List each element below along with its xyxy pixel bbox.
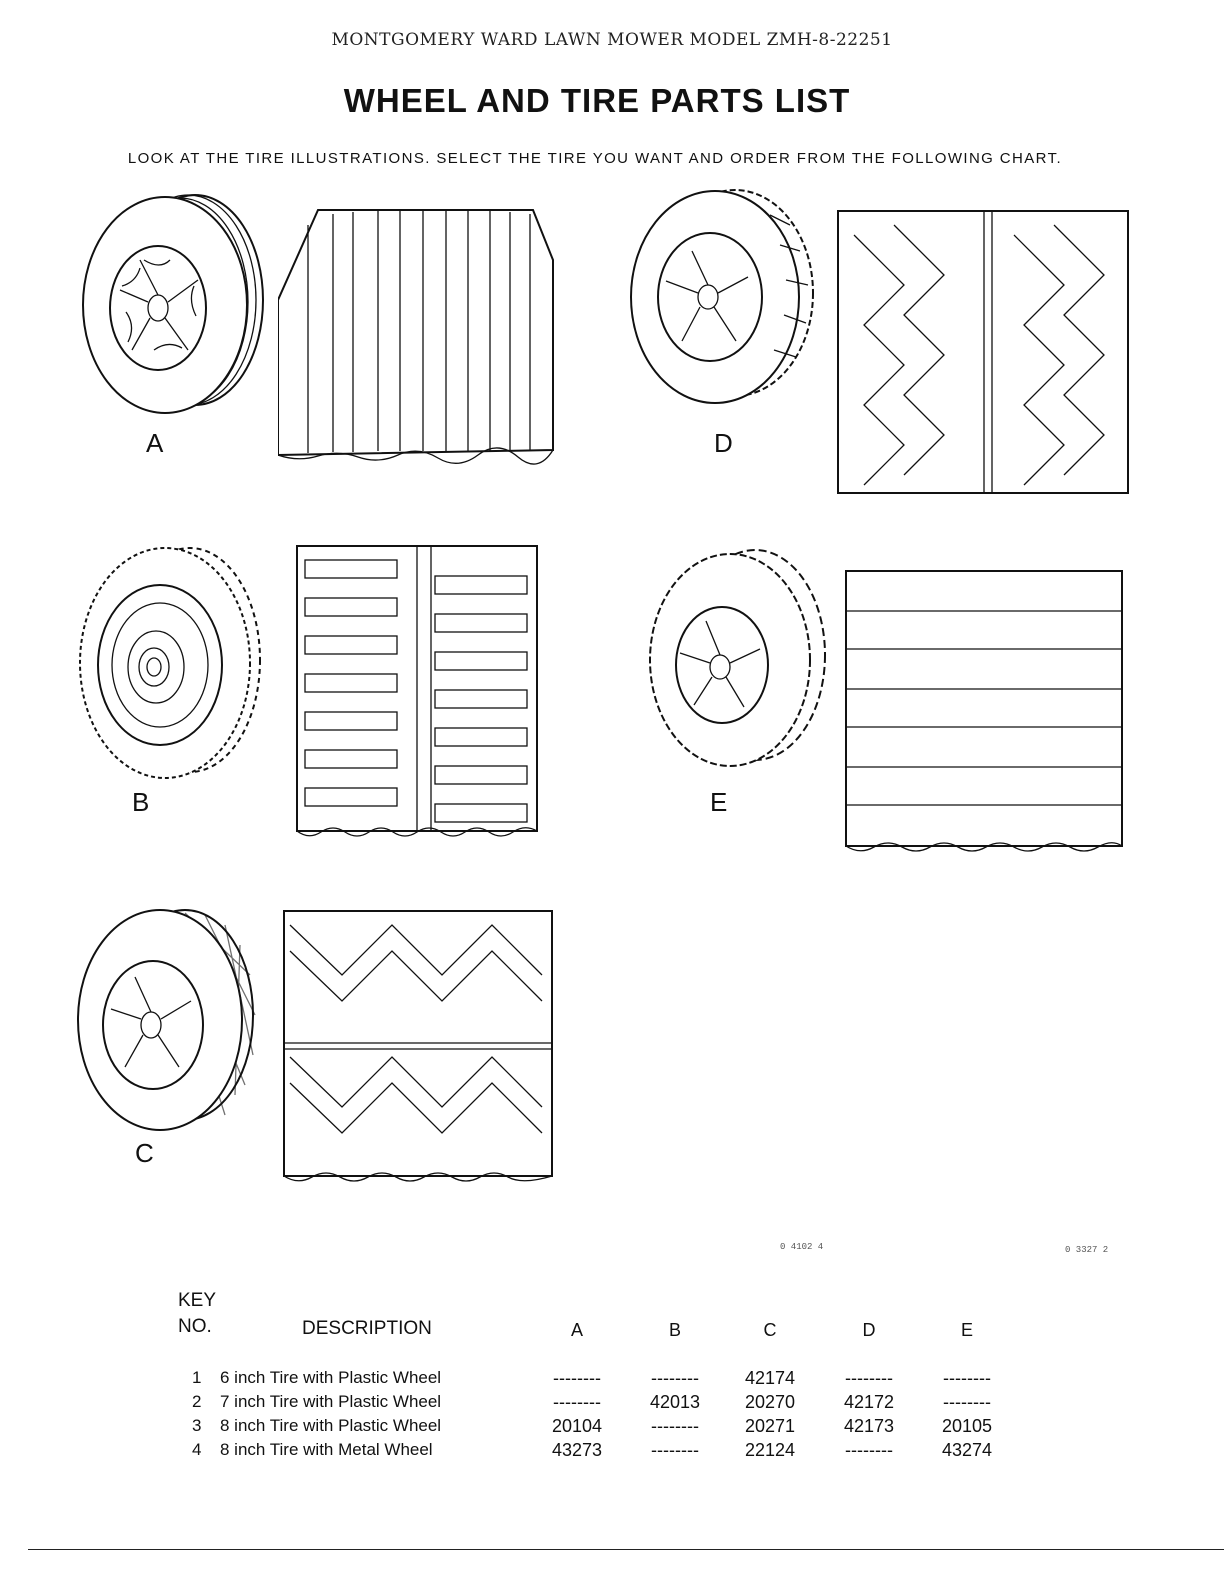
instructions: LOOK AT THE TIRE ILLUSTRATIONS. SELECT THE TIRE YOU WANT AND ORDER FROM THE FOLLOWING CHART.	[127, 150, 1063, 167]
page-title: WHEEL AND TIRE PARTS LIST	[343, 82, 851, 119]
col-header-key-line2: NO.	[178, 1316, 212, 1337]
tire-a-wheel-illustration	[70, 190, 280, 430]
tire-b-label: B	[132, 787, 150, 817]
part-c: 22124	[744, 1440, 796, 1460]
tire-e-tread-pattern	[842, 565, 1127, 860]
key-no: 4	[192, 1440, 202, 1459]
part-d: --------	[845, 1440, 893, 1460]
col-header-e: E	[960, 1320, 973, 1340]
col-header-key-line1: KEY	[178, 1290, 217, 1311]
part-a: 20104	[551, 1416, 603, 1436]
table-row	[170, 1416, 1050, 1440]
description: 8 inch Tire with Metal Wheel	[220, 1440, 433, 1459]
col-header-b: B	[668, 1320, 681, 1340]
part-a: 43273	[551, 1440, 603, 1460]
part-d: 42172	[843, 1392, 895, 1412]
part-c: 20271	[744, 1416, 796, 1436]
key-no: 1	[192, 1368, 202, 1387]
description: 6 inch Tire with Plastic Wheel	[220, 1368, 442, 1387]
tire-a-tread-pattern	[278, 200, 568, 475]
part-d: 42173	[843, 1416, 895, 1436]
col-header-c: C	[763, 1320, 777, 1340]
part-c: 42174	[744, 1368, 796, 1388]
description: 7 inch Tire with Plastic Wheel	[220, 1392, 442, 1411]
table-row	[170, 1392, 1050, 1416]
part-b: --------	[651, 1368, 699, 1388]
tire-c-tread-pattern	[280, 905, 560, 1190]
part-a: --------	[553, 1392, 601, 1412]
col-header-d: D	[862, 1320, 876, 1340]
table-row	[170, 1368, 1050, 1392]
tire-b-tread-pattern	[293, 540, 543, 845]
tire-d-label: D	[714, 428, 733, 458]
part-e: --------	[943, 1392, 991, 1412]
tire-e-wheel-illustration	[630, 545, 840, 770]
table-row	[170, 1440, 1050, 1464]
part-b: --------	[651, 1440, 699, 1460]
tire-c-wheel-illustration	[65, 905, 265, 1140]
part-b: --------	[651, 1416, 699, 1436]
part-e: 43274	[941, 1440, 993, 1460]
model-line: MONTGOMERY WARD LAWN MOWER MODEL ZMH-8-22251	[331, 30, 893, 50]
key-no: 3	[192, 1416, 202, 1435]
bottom-rule	[28, 1549, 1224, 1550]
part-e: --------	[943, 1368, 991, 1388]
description: 8 inch Tire with Plastic Wheel	[220, 1416, 442, 1435]
col-header-description: DESCRIPTION	[302, 1318, 432, 1339]
part-c: 20270	[744, 1392, 796, 1412]
tire-b-wheel-illustration	[70, 545, 270, 785]
part-d: --------	[845, 1368, 893, 1388]
tire-d-wheel-illustration	[620, 185, 820, 410]
key-no: 2	[192, 1392, 202, 1411]
part-e: 20105	[941, 1416, 993, 1436]
col-header-a: A	[570, 1320, 583, 1340]
part-b: 42013	[649, 1392, 701, 1412]
doc-code-right: 0 3327 2	[1065, 1245, 1109, 1255]
tire-e-label: E	[710, 787, 728, 817]
part-a: --------	[553, 1368, 601, 1388]
tire-d-tread-pattern	[834, 205, 1134, 495]
tire-a-label: A	[146, 428, 164, 458]
doc-code-left: 0 4102 4	[780, 1242, 824, 1252]
tire-c-label: C	[135, 1138, 154, 1168]
